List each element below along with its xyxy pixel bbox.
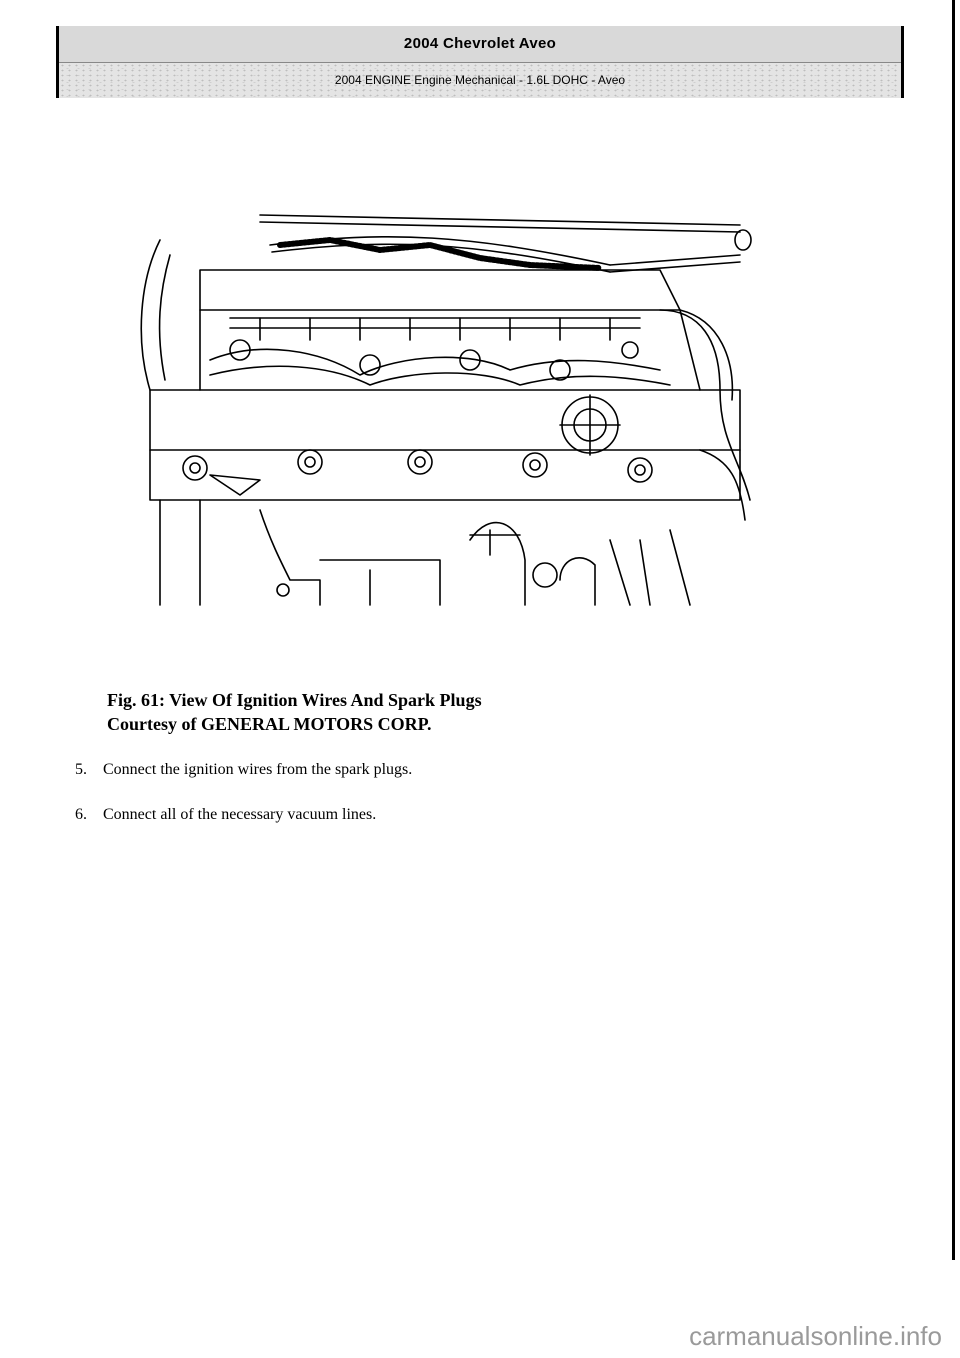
document-title: 2004 Chevrolet Aveo <box>59 26 901 63</box>
procedure-steps <box>75 760 412 850</box>
engine-illustration <box>140 200 760 610</box>
procedure-step <box>75 805 412 825</box>
document-subtitle: 2004 ENGINE Engine Mechanical - 1.6L DOHC - Aveo <box>59 63 901 98</box>
caption-credit: Courtesy of GENERAL MOTORS CORP. <box>107 714 432 734</box>
watermark: carmanualsonline.info <box>689 1321 942 1351</box>
page-edge-rule <box>952 0 955 1260</box>
step-text: Connect the ignition wires from the spark plugs. <box>103 761 413 778</box>
caption-title: Fig. 61: View Of Ignition Wires And Spark Plugs <box>107 690 482 710</box>
step-text: Connect all of the necessary vacuum lines. <box>103 806 377 823</box>
page-header <box>56 26 904 98</box>
step-number: 5. <box>75 761 87 778</box>
figure-caption <box>107 688 482 736</box>
step-number: 6. <box>75 806 87 823</box>
procedure-step <box>75 760 412 780</box>
